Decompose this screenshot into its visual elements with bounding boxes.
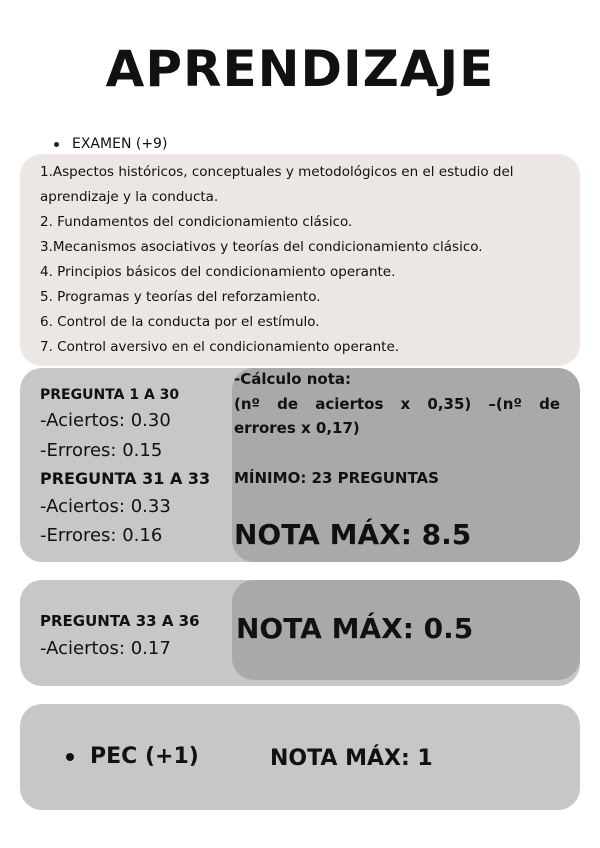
extra-questions-panel <box>20 580 580 686</box>
max-grade-pec: NOTA MÁX: 1 <box>270 746 433 771</box>
group2-correct: -Aciertos: 0.33 <box>40 496 171 517</box>
scoring-panel <box>20 368 580 562</box>
minimum-questions: MÍNIMO: 23 PREGUNTAS <box>234 469 439 487</box>
exam-bullet <box>54 136 167 152</box>
group2-heading: PREGUNTA 31 A 33 <box>40 469 211 488</box>
calc-formula-line1: (nº de aciertos x 0,35) –(nº de <box>234 395 560 413</box>
group1-correct: -Aciertos: 0.30 <box>40 410 171 431</box>
topics-list <box>40 160 562 360</box>
group2-errors: -Errores: 0.16 <box>40 525 163 546</box>
extra-heading: PREGUNTA 33 A 36 <box>40 612 200 630</box>
calc-formula-line2: errores x 0,17) <box>234 419 360 437</box>
exam-label: EXAMEN (+9) <box>72 136 168 152</box>
bullet-dot-icon <box>66 753 74 761</box>
topic-item: 4. Principios básicos del condicionamiento operante. <box>40 264 396 280</box>
topic-item: 1.Aspectos históricos, conceptuales y metodológicos en el estudio del aprendizaje y la conducta. <box>40 164 514 205</box>
topic-item: 7. Control aversivo en el condicionamiento operante. <box>40 339 400 355</box>
pec-bullet <box>66 744 199 769</box>
topic-item: 6. Control de la conducta por el estímulo. <box>40 314 320 330</box>
extra-correct: -Aciertos: 0.17 <box>40 638 171 659</box>
bullet-dot-icon <box>54 142 59 147</box>
topics-box <box>20 154 580 366</box>
page-title: APRENDIZAJE <box>105 40 495 98</box>
group1-heading: PREGUNTA 1 A 30 <box>40 387 180 403</box>
pec-panel <box>20 704 580 810</box>
max-grade-extra: NOTA MÁX: 0.5 <box>236 612 474 645</box>
topic-item: 2. Fundamentos del condicionamiento clásico. <box>40 214 353 230</box>
topic-item: 3.Mecanismos asociativos y teorías del condicionamiento clásico. <box>40 239 483 255</box>
pec-label: PEC (+1) <box>90 744 199 769</box>
topic-item: 5. Programas y teorías del reforzamiento. <box>40 289 321 305</box>
max-grade-exam: NOTA MÁX: 8.5 <box>234 518 472 551</box>
calc-title: -Cálculo nota: <box>234 370 352 388</box>
group1-errors: -Errores: 0.15 <box>40 440 163 461</box>
